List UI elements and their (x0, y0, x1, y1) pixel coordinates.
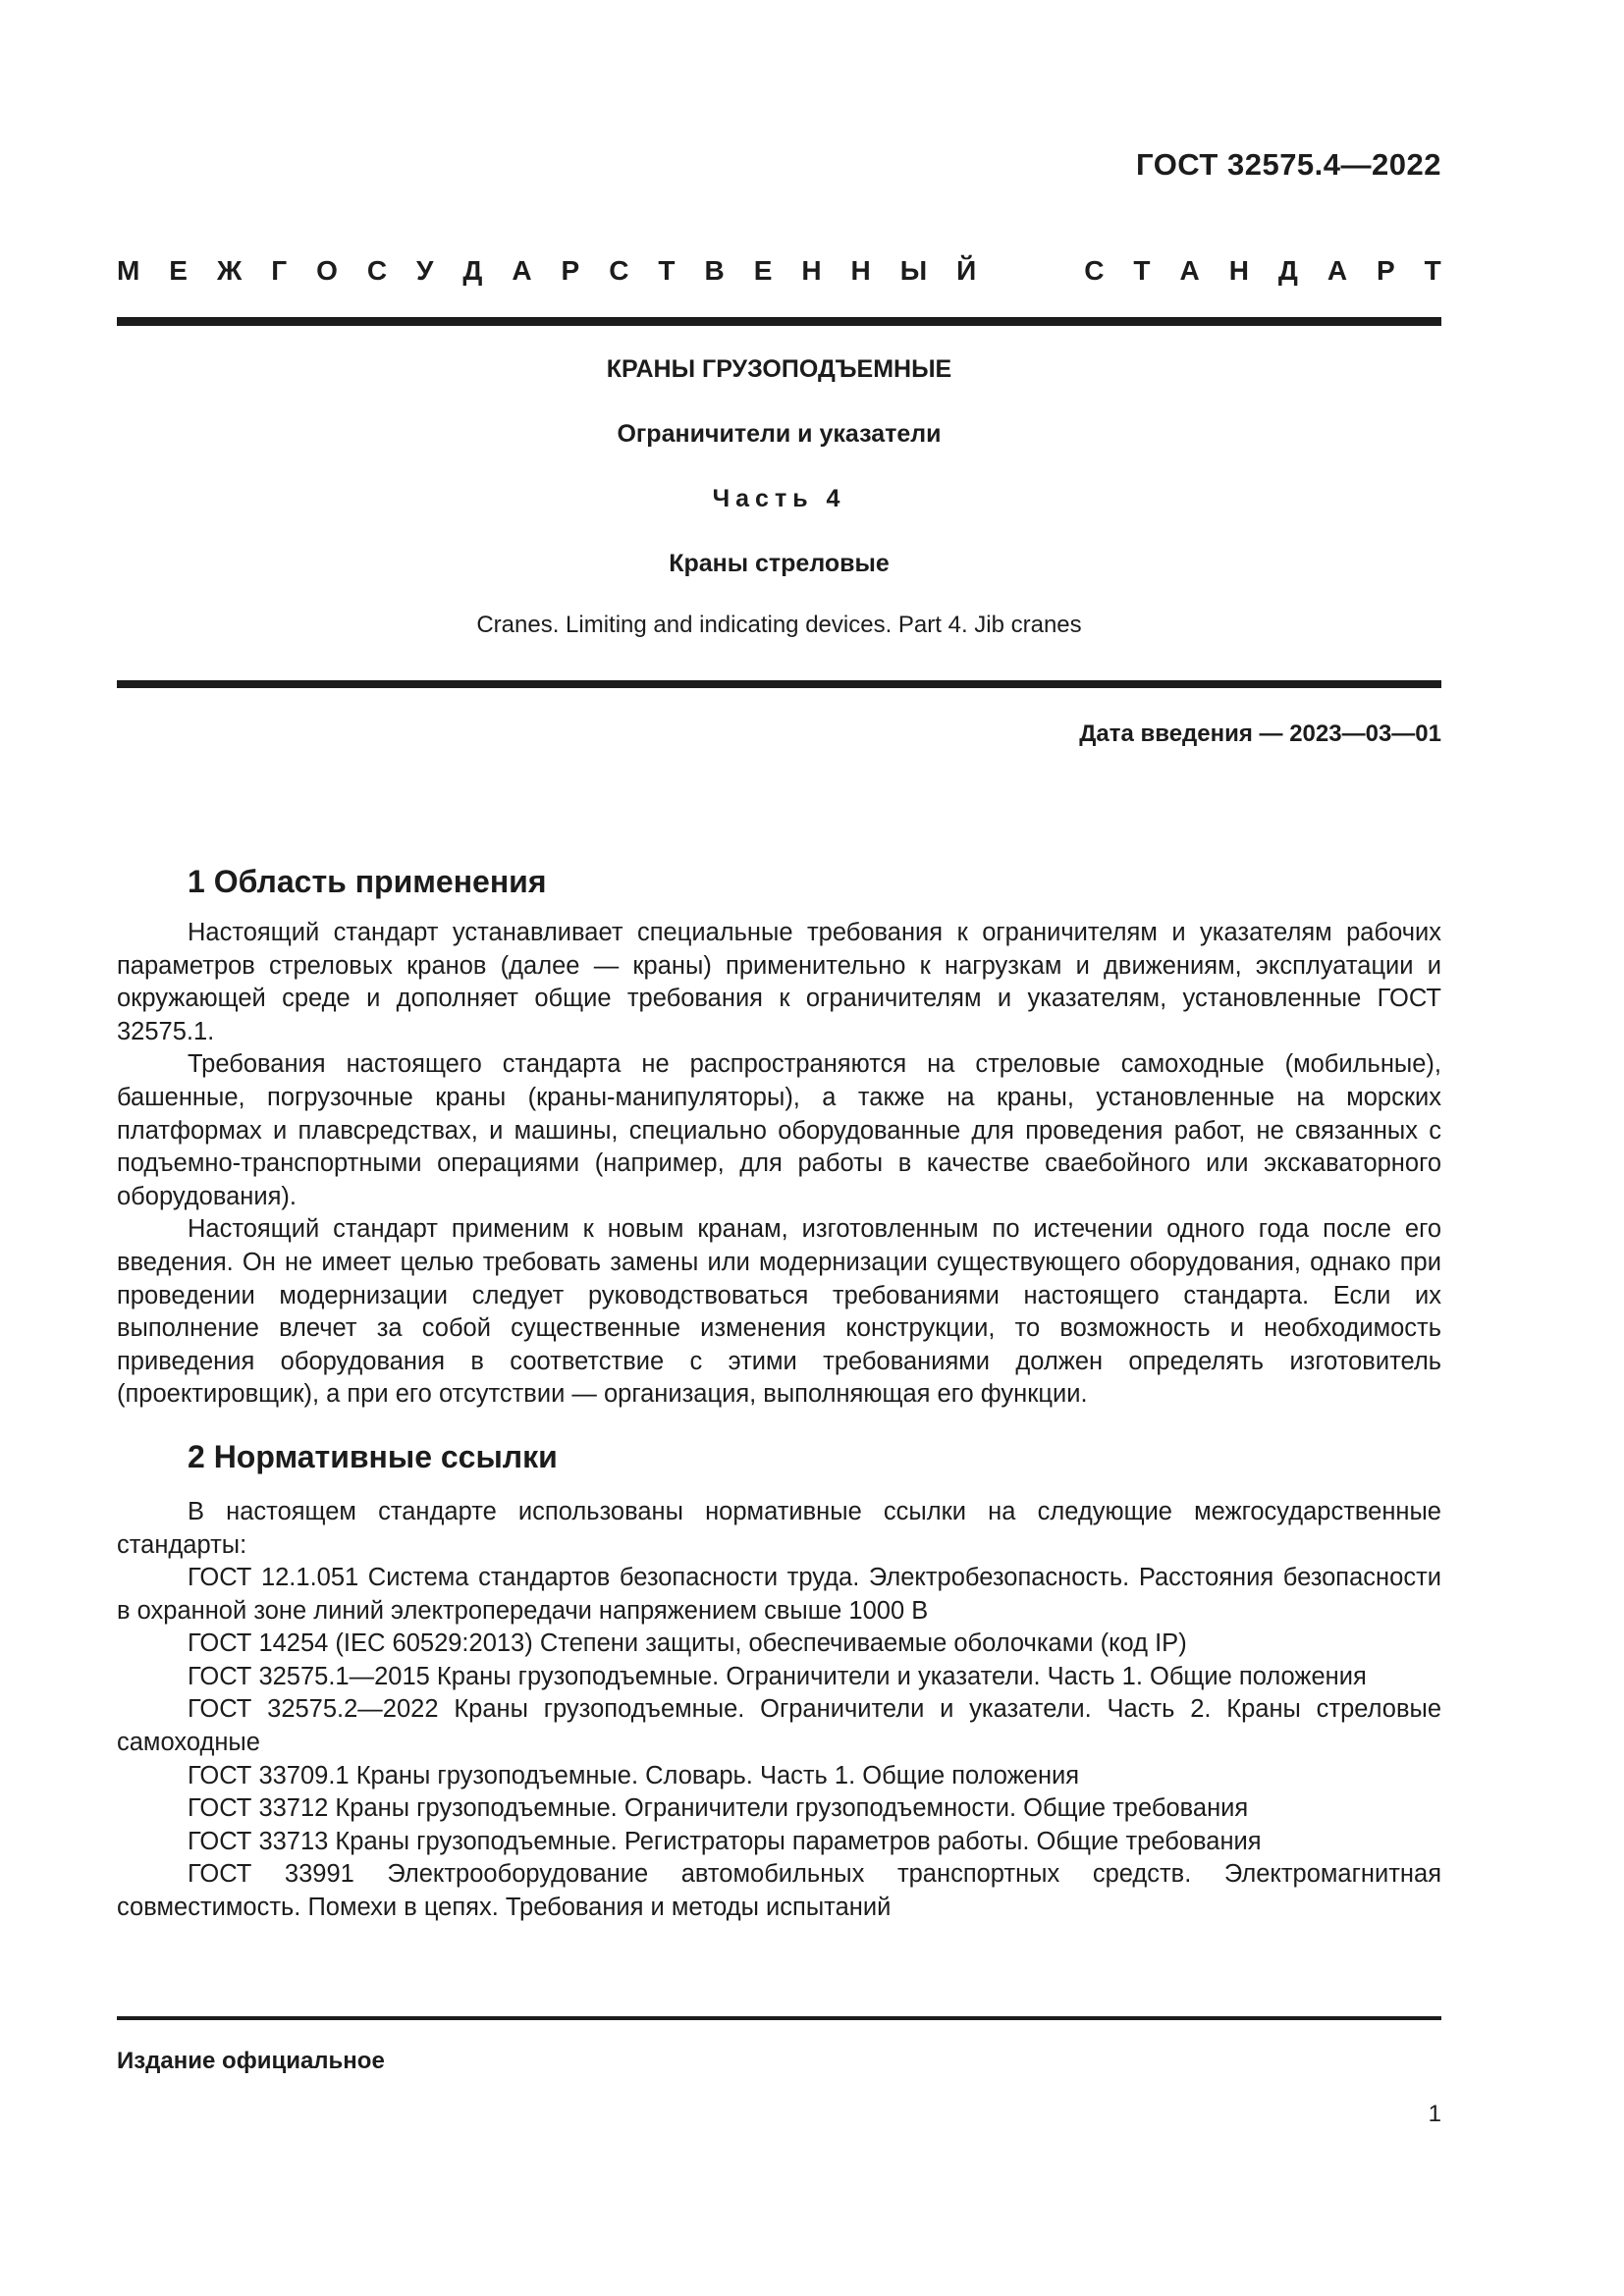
reference-item: ГОСТ 33713 Краны грузоподъемные. Регистраторы параметров работы. Общие требования (188, 1827, 1262, 1855)
standard-part: Часть 4 (712, 485, 846, 512)
banner-letter: В (704, 255, 725, 286)
document-body (117, 862, 1441, 1925)
banner-letter: Д (1277, 255, 1298, 286)
banner-letter: Р (1377, 255, 1395, 286)
standard-title: КРАНЫ ГРУЗОПОДЪЕМНЫЕ (606, 355, 952, 383)
banner-letter: Й (956, 255, 977, 286)
banner-letter: Н (801, 255, 822, 286)
banner-letter: М (117, 255, 140, 286)
banner-letter: А (512, 255, 532, 286)
paragraph: Требования настоящего стандарта не распространяются на стреловые самоходные (мобильные), башенные, погрузочные краны (краны-манипуляторы), а также на краны, установленные на морских платформах и плавсредствах, и машины, специально оборудованные для проведения работ, не связанных с подъемно-транспортными операциями (например, для работы в качестве сваебойного или экскаваторного оборудования). (117, 1050, 1441, 1210)
reference-item: ГОСТ 33712 Краны грузоподъемные. Ограничители грузоподъемности. Общие требования (188, 1794, 1249, 1823)
banner-letter: Н (1228, 255, 1249, 286)
divider-thick-top (117, 317, 1441, 326)
paragraph: Настоящий стандарт устанавливает специальные требования к ограничителям и указателям рабочих параметров стреловых кранов (далее — краны) применительно к нагрузкам и движениям, эксплуатации и окружающей среде и дополняет общие требования к ограничителям и указателям, установленные ГОСТ 32575.1. (117, 919, 1441, 1045)
banner-letter: Г (271, 255, 288, 286)
page-number: 1 (1428, 2101, 1441, 2127)
banner-letter: У (416, 255, 434, 286)
reference-item: ГОСТ 32575.2—2022 Краны грузоподъемные. Ограничители и указатели. Часть 2. Краны стреловые самоходные (117, 1695, 1441, 1757)
reference-item: ГОСТ 12.1.051 Система стандартов безопасности труда. Электробезопасность. Расстояния безопасности в охранной зоне линий электропередачи напряжением свыше 1000 В (117, 1564, 1441, 1625)
banner-letter: О (316, 255, 338, 286)
banner-letter: Ж (216, 255, 243, 286)
banner-letter: Ы (899, 255, 928, 286)
standard-subtitle: Ограничители и указатели (617, 420, 942, 448)
banner-letter: Т (1133, 255, 1151, 286)
banner-letter: С (366, 255, 388, 286)
section-heading-scope: 1 Область применения (188, 864, 547, 899)
reference-item: ГОСТ 14254 (IEC 60529:2013) Степени защиты, обеспечиваемые оболочками (код IP) (188, 1629, 1187, 1658)
official-edition-label: Издание официальное (117, 2048, 385, 2074)
reference-item: ГОСТ 33991 Электрооборудование автомобильных транспортных средств. Электромагнитная совместимость. Помехи в цепях. Требования и методы испытаний (117, 1860, 1441, 1922)
banner-letter: Д (462, 255, 483, 286)
banner-letter: Т (1424, 255, 1441, 286)
introduction-date: Дата введения — 2023—03—01 (1079, 721, 1441, 747)
paragraph: В настоящем стандарте использованы нормативные ссылки на следующие межгосударственные стандарты: (117, 1497, 1441, 1559)
section-heading-references: 2 Нормативные ссылки (188, 1438, 558, 1474)
divider-thick-middle (117, 680, 1441, 688)
banner-letter: Н (850, 255, 871, 286)
document-number: ГОСТ 32575.4—2022 (1136, 147, 1441, 182)
paragraph: Настоящий стандарт применим к новым кранам, изготовленным по истечении одного года после его введения. Он не имеет целью требовать замены или модернизации существующего оборудования, однако при проведении модернизации следует руководствоваться требованиями настоящего стандарта. Если их выполнение влечет за собой существенные изменения конструкции, то возможность и необходимость приведения оборудования в соответствие с этими требованиями должен определять изготовитель (проектировщик), а при его отсутствии — организация, выполняющая его функции. (117, 1215, 1441, 1409)
english-title: Cranes. Limiting and indicating devices. Part 4. Jib cranes (476, 612, 1082, 638)
banner-letter: Р (561, 255, 580, 286)
banner-letter: Е (753, 255, 773, 286)
interstate-standard-banner (117, 251, 1441, 291)
standard-part-name: Краны стреловые (669, 550, 890, 577)
divider-bottom (117, 2016, 1441, 2020)
banner-letter: С (609, 255, 629, 286)
banner-letter: А (1179, 255, 1200, 286)
banner-letter: С (1084, 255, 1105, 286)
reference-item: ГОСТ 33709.1 Краны грузоподъемные. Словарь. Часть 1. Общие положения (188, 1761, 1080, 1789)
banner-letter: Т (658, 255, 676, 286)
banner-letter: Е (169, 255, 188, 286)
reference-item: ГОСТ 32575.1—2015 Краны грузоподъемные. Ограничители и указатели. Часть 1. Общие положения (188, 1662, 1367, 1690)
banner-letter: А (1326, 255, 1348, 286)
